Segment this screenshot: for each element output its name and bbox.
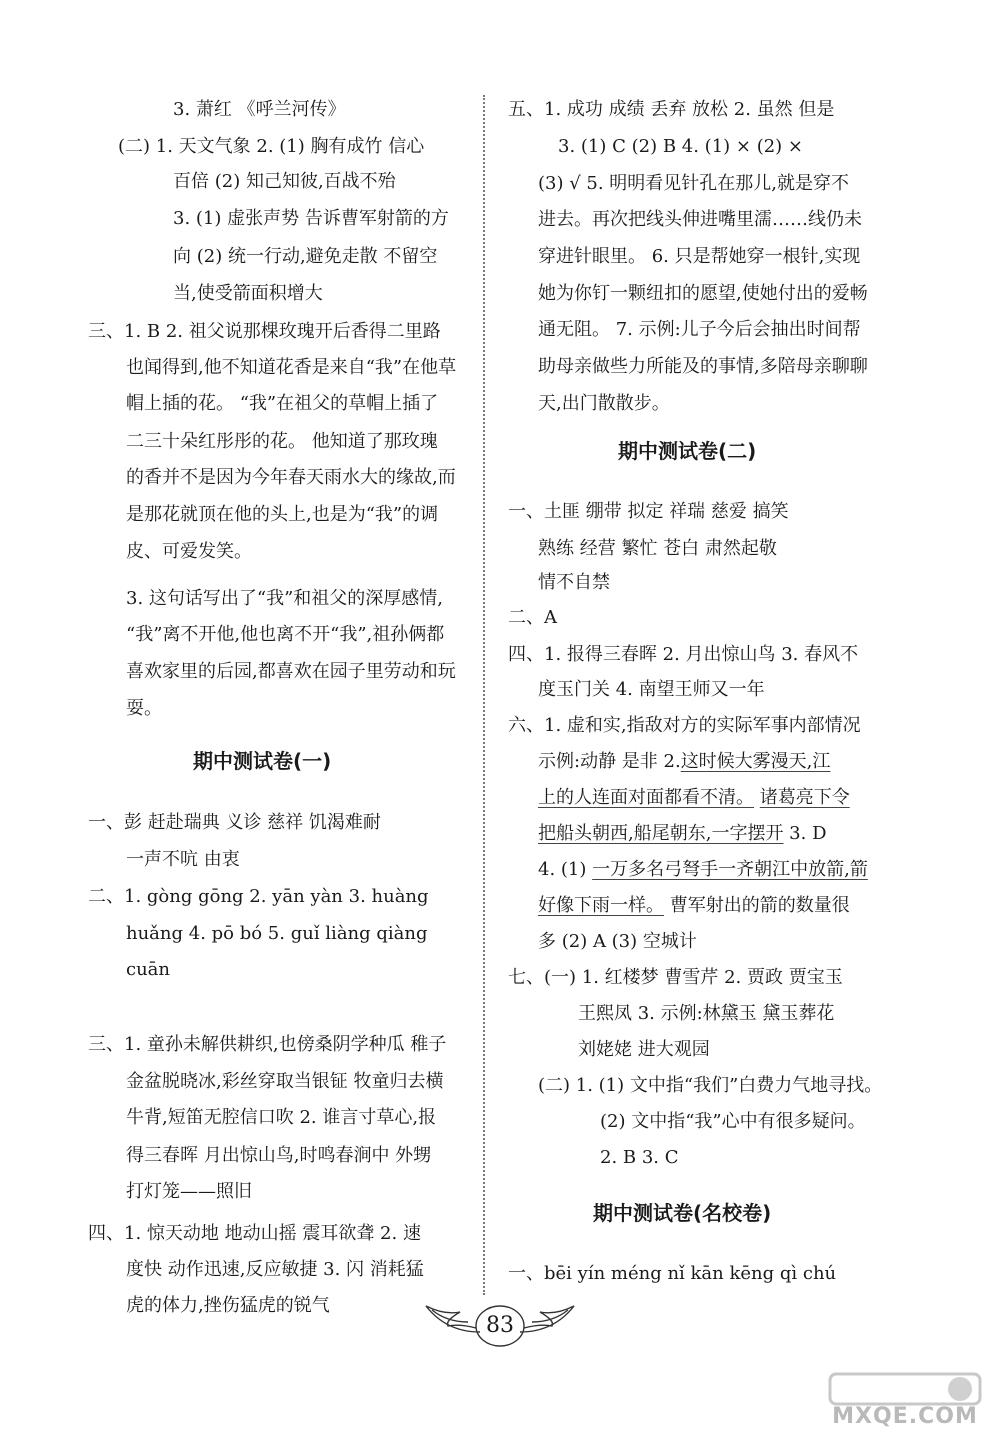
answer-line: 3. (1) C (2) B 4. (1) × (2) × [558,136,803,157]
answer-line: 情不自禁 [538,572,610,593]
answer-line: 二三十朵红彤彤的花。 他知道了那玫瑰 [126,431,438,452]
answer-line: 也闻得到,他不知道花香是来自“我”在他草 [126,357,457,378]
answer-line: 二、A [508,607,557,628]
answer-line: 3. 这句话写出了“我”和祖父的深厚感情, [126,588,444,609]
answer-line: 三、1. 童孙未解供耕织,也傍桑阴学种瓜 稚子 [88,1034,447,1055]
answer-line: (二) 1. (1) 文中指“我们”白费力气地寻找。 [538,1075,883,1096]
section-heading-midterm-2: 期中测试卷(二) [618,439,757,463]
answer-line: 耍。 [126,698,162,719]
answer-line: 五、1. 成功 成绩 丢弃 放松 2. 虽然 但是 [508,99,835,120]
answer-text: 曹军射出的箭的数量很 [664,895,850,916]
answer-line: huǎng 4. pō bó 5. guǐ liàng qiàng [126,923,428,944]
answer-line: 穿进针眼里。 6. 只是帮她穿一根针,实现 [538,246,861,267]
answer-line: 度玉门关 4. 南望王师又一年 [538,679,765,700]
answer-line: 虎的体力,挫伤猛虎的锐气 [126,1295,330,1316]
answer-line: 当,使受箭面积增大 [173,283,323,304]
answer-line: 一、彭 赶赴瑞典 义诊 慈祥 饥渴难耐 [88,812,381,833]
answer-line: 一声不吭 由衷 [126,849,240,870]
answer-line: 她为你钉一颗纽扣的愿望,使她付出的爱畅 [538,283,868,304]
answer-line: 二、1. gòng gōng 2. yān yàn 3. huàng [88,886,429,907]
watermark [820,1370,990,1434]
answer-line: 进去。再次把线头伸进嘴里濡……线仍未 [538,209,862,230]
underlined-quote: 好像下雨一样。 [538,895,664,916]
answer-line: 2. B 3. C [600,1147,679,1168]
answer-line: 得三春晖 月出惊山鸟,时鸣春涧中 外甥 [126,1145,432,1166]
answer-line: 熟练 经营 繁忙 苍白 肃然起敬 [538,538,777,559]
answer-line [538,750,830,774]
answer-line [538,894,850,918]
answer-line: 多 (2) A (3) 空城计 [538,931,697,952]
answer-line: 帽上插的花。 “我”在祖父的草帽上插了 [126,393,439,414]
answer-line [538,786,850,810]
watermark-text: MXQE.COM [832,1404,978,1429]
answer-line: “我”离不开他,他也离不开“我”,祖孙俩都 [126,624,445,645]
answer-line: 四、1. 惊天动地 地动山摇 震耳欲聋 2. 速 [88,1223,421,1244]
section-heading-midterm-famous-school: 期中测试卷(名校卷) [593,1201,772,1225]
underlined-quote: 把船头朝西,船尾朝东,一字摆开 [538,823,784,844]
underlined-quote: 一万多名弓弩手一齐朝江中放箭,箭 [592,859,868,880]
answer-text: 4. (1) [538,859,593,880]
answer-line: 牛背,短笛无腔信口吹 2. 谁言寸草心,报 [126,1107,437,1128]
answer-line: 喜欢家里的后园,都喜欢在园子里劳动和玩 [126,661,456,682]
section-heading-midterm-1: 期中测试卷(一) [193,749,332,773]
underlined-quote: 这时候大雾漫天,江 [680,751,831,772]
answer-line: 打灯笼——照旧 [126,1181,252,1202]
answer-line [538,822,827,846]
answer-line: 七、(一) 1. 红楼梦 曹雪芹 2. 贾政 贾宝玉 [508,967,843,988]
answer-line: 3. (1) 虚张声势 告诉曹军射箭的方 [173,208,449,229]
answer-line: 三、1. B 2. 祖父说那棵玫瑰开后香得二里路 [88,321,441,342]
answer-line [538,858,868,882]
answer-line: (2) 文中指“我”心中有很多疑问。 [600,1111,866,1132]
answer-line: 是那花就顶在他的头上,也是为“我”的调 [126,504,439,525]
page-number: 83 [486,1313,514,1338]
answer-line: 刘姥姥 进大观园 [578,1039,710,1060]
answer-line: (二) 1. 天文气象 2. (1) 胸有成竹 信心 [118,136,425,157]
answer-line: 向 (2) 统一行动,避免走散 不留空 [173,246,438,267]
answer-line: 助母亲做些力所能及的事情,多陪母亲聊聊 [538,356,868,377]
answer-line: 3. 萧红 《呼兰河传》 [173,99,346,120]
answer-line: 百倍 (2) 知己知彼,百战不殆 [173,171,396,192]
answer-line: 天,出门散散步。 [538,393,670,414]
answer-line: 皮、可爱发笑。 [126,541,252,562]
answer-line: 六、1. 虚和实,指敌对方的实际军事内部情况 [508,715,861,736]
underlined-quote: 诸葛亮下令 [759,787,850,808]
answer-line: 一、土匪 绷带 拟定 祥瑞 慈爱 搞笑 [508,501,789,522]
answer-line: 四、1. 报得三春晖 2. 月出惊山鸟 3. 春风不 [508,644,859,665]
answer-line: 一、bēi yín méng nǐ kān kēng qì chú [508,1263,837,1284]
answer-text: 3. D [783,823,827,844]
answer-line: (3) √ 5. 明明看见针孔在那儿,就是穿不 [538,173,850,194]
page-number-badge [418,1288,582,1356]
underlined-quote: 上的人连面对面都看不清。 [538,787,754,808]
answer-line: 通无阻。 7. 示例:儿子今后会抽出时间帮 [538,319,861,340]
answer-line: 的香并不是因为今年春天雨水大的缘故,而 [126,467,456,488]
column-divider [483,95,485,1295]
answer-line: cuān [126,959,170,980]
answer-line: 度快 动作迅速,反应敏捷 3. 闪 消耗猛 [126,1259,424,1280]
answer-line: 金盆脱晓冰,彩丝穿取当银钲 牧童归去横 [126,1071,444,1092]
answer-line: 王熙凤 3. 示例:林黛玉 黛玉葬花 [578,1003,835,1024]
answer-text: 示例:动静 是非 2. [538,751,681,772]
